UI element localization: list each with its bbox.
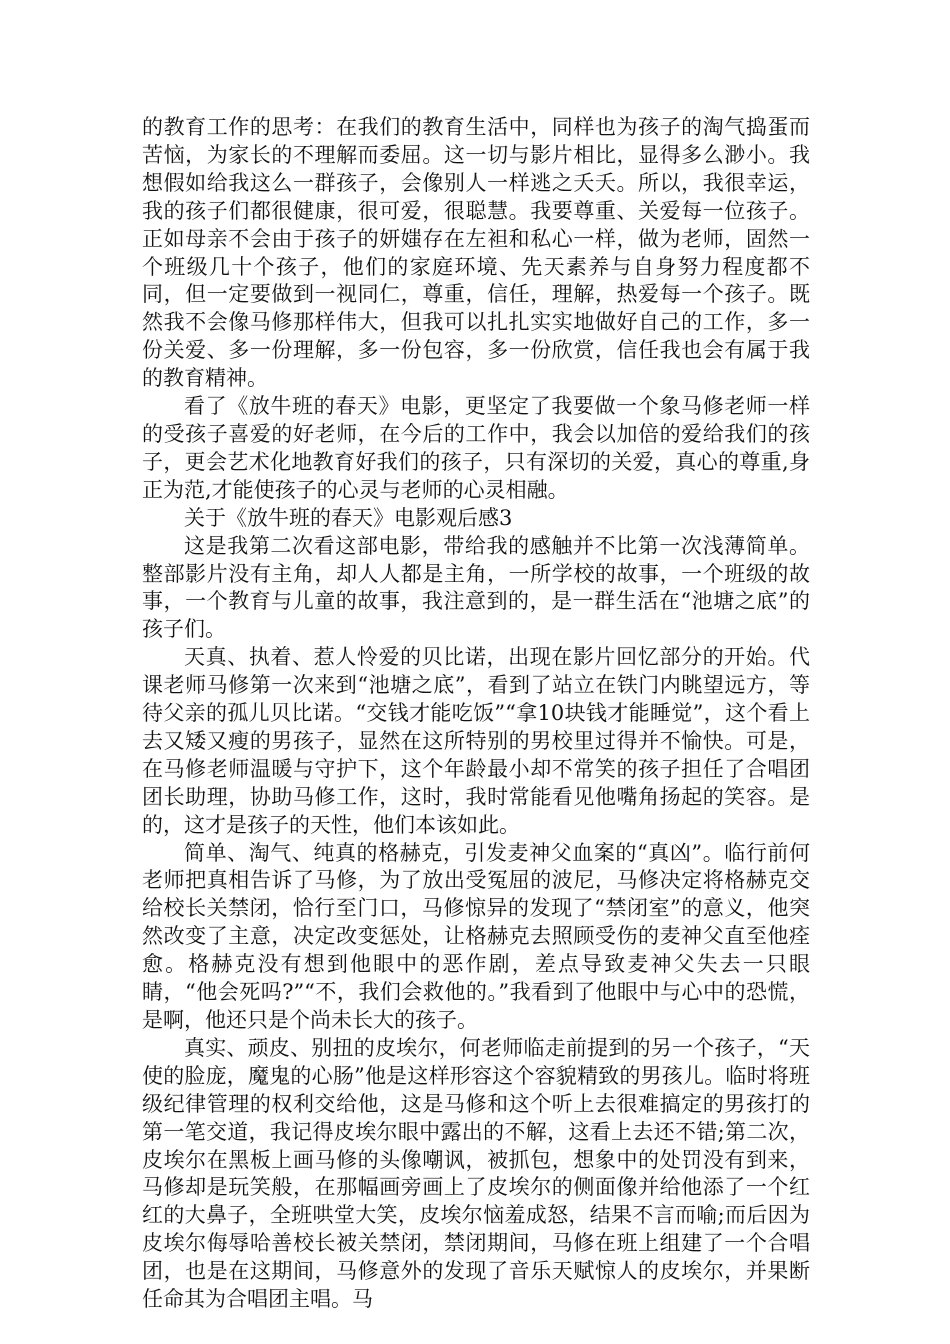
document-page bbox=[142, 114, 810, 1314]
paragraph-bebino: 天真、执着、惹人怜爱的贝比诺，出现在影片回忆部分的开始。代课老师马修第一次来到“池塘之底”，看到了站立在铁门内眺望远方，等待父亲的孤儿贝比诺。“交钱才能吃饭”“拿10块钱才能睡觉”，这个看上去又矮又瘦的男孩子，显然在这所特别的男校里过得并不愉快。可是，在马修老师温暖与守护下，这个年龄最小却不常笑的孩子担任了合唱团团长助理，协助马修工作，这时，我时常能看见他嘴角扬起的笑容。是的，这才是孩子的天性，他们本该如此。 bbox=[142, 645, 810, 837]
section-heading: 关于《放牛班的春天》电影观后感3 bbox=[184, 505, 513, 530]
paragraph-continuation: 的教育工作的思考：在我们的教育生活中，同样也为孩子的淘气捣蛋而苦恼，为家长的不理解而委屈。这一切与影片相比，显得多么渺小。我想假如给我这么一群孩子，会像别人一样逃之夭夭。所以，我很幸运，我的孩子们都很健康，很可爱，很聪慧。我要尊重、关爱每一位孩子。正如母亲不会由于孩子的妍媸存在左袒和私心一样，做为老师，固然一个班级几十个孩子，他们的家庭环境、先天素养与自身努力程度都不同，但一定要做到一视同仁，尊重，信任，理解，热爱每一个孩子。既然我不会像马修那样伟大，但我可以扎扎实实地做好自己的工作，多一份关爱、多一份理解，多一份包容，多一份欣赏，信任我也会有属于我的教育精神。 bbox=[142, 115, 810, 391]
paragraph-gehek: 简单、淘气、纯真的格赫克，引发麦神父血案的“真凶”。临行前何老师把真相告诉了马修，为了放出受冤屈的波尼，马修决定将格赫克交给校长关禁闭，恰行至门口，马修惊异的发现了“禁闭室”的意义，他突然改变了主意，决定改变惩处，让格赫克去照顾受伤的麦神父直至他痊愈。格赫克没有想到他眼中的恶作剧，差点导致麦神父失去一只眼睛，“他会死吗?”“不，我们会救他的。”我看到了他眼中与心中的恐慌，是啊，他还只是个尚未长大的孩子。 bbox=[142, 840, 810, 1032]
paragraph-intro: 这是我第二次看这部电影，带给我的感触并不比第一次浅薄简单。整部影片没有主角，却人人都是主角，一所学校的故事，一个班级的故事，一个教育与儿童的故事，我注意到的，是一群生活在“池塘之底”的孩子们。 bbox=[142, 533, 810, 642]
paragraph-pierre: 真实、顽皮、别扭的皮埃尔，何老师临走前提到的另一个孩子，“天使的脸庞，魔鬼的心肠”他是这样形容这个容貌精致的男孩儿。临时将班级纪律管理的权利交给他，这是马修和这个听上去很难搞定的男孩打的第一笔交道，我记得皮埃尔眼中露出的不解，这看上去还不错;第二次，皮埃尔在黑板上画马修的头像嘲讽，被抓包，想象中的处罚没有到来，马修却是玩笑般，在那幅画旁画上了皮埃尔的侧面像并给他添了一个红红的大鼻子，全班哄堂大笑，皮埃尔恼羞成怒，结果不言而喻;而后因为皮埃尔侮辱哈善校长被关禁闭，禁闭期间，马修在班上组建了一个合唱团，也是在这期间，马修意外的发现了音乐天赋惊人的皮埃尔，并果断任命其为合唱团主唱。马 bbox=[142, 1035, 810, 1312]
paragraph-conclusion: 看了《放牛班的春天》电影，更坚定了我要做一个象马修老师一样的受孩子喜爱的好老师，在今后的工作中，我会以加倍的爱给我们的孩子，更会艺术化地教育好我们的孩子，只有深切的关爱，真心的尊重,身正为范,才能使孩子的心灵与老师的心灵相融。 bbox=[142, 394, 810, 502]
